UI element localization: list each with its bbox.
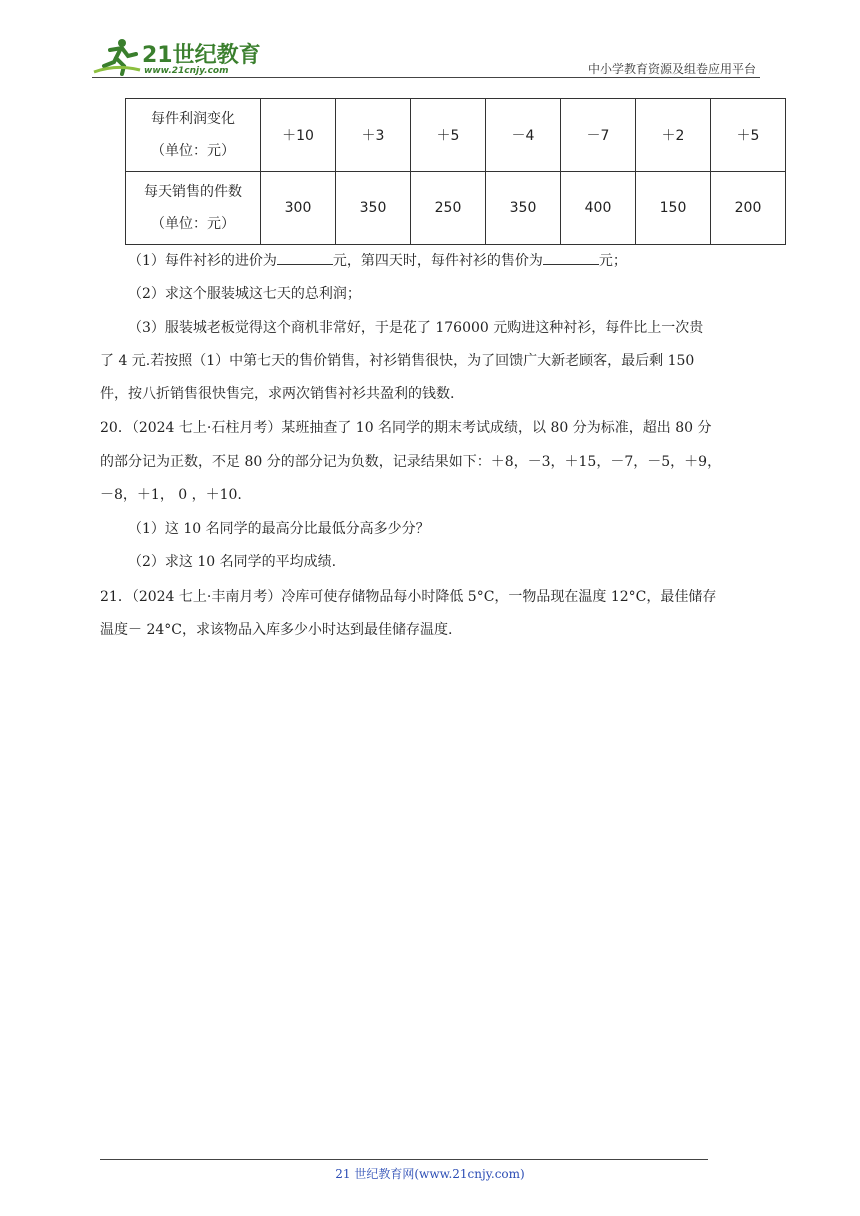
table-cell: 400 [561, 172, 636, 245]
profit-table [125, 98, 786, 245]
logo-url: www.21cnjy.com [144, 66, 229, 76]
q21-stem-line: 温度－ 24°C，求该物品入库多少小时达到最佳储存温度. [100, 622, 453, 638]
table-cell: ＋10 [261, 99, 336, 172]
table-cell: 350 [336, 172, 411, 245]
q19-part3-line: 件，按八折销售很快售完，求两次销售衬衫共盈利的钱数. [100, 386, 455, 402]
q20-stem-line: 20．（2024 七上·石柱月考）某班抽查了 10 名同学的期末考试成绩，以 80 分为标准，超出 80 分 [100, 420, 712, 436]
header-divider [92, 77, 760, 78]
table-cell: －7 [561, 99, 636, 172]
table-row [126, 172, 786, 245]
q20-part1: （1）这 10 名同学的最高分比最低分高多少分？ [128, 521, 430, 537]
table-cell: ＋5 [711, 99, 786, 172]
runner-logo-icon [92, 36, 142, 76]
page-header [92, 30, 760, 78]
table-cell: －4 [486, 99, 561, 172]
table-cell: ＋5 [411, 99, 486, 172]
header-platform-text: 中小学教育资源及组卷应用平台 [587, 62, 756, 76]
q19-part1 [128, 250, 627, 271]
table-row [126, 99, 786, 172]
row-label-line: 每件利润变化 [151, 111, 235, 127]
table-cell: 350 [486, 172, 561, 245]
row-label-unit: （单位：元） [151, 143, 235, 159]
table-cell: 200 [711, 172, 786, 245]
table-cell: 250 [411, 172, 486, 245]
logo-text: 21世纪教育 [142, 43, 261, 68]
q19-part3-line: （3）服装城老板觉得这个商机非常好，于是花了 176000 元购进这种衬衫，每件比上一次贵 [128, 320, 704, 336]
table-row-label [126, 172, 261, 245]
q19-part1-text-a: （1）每件衬衫的进价为 [128, 253, 277, 269]
footer-text: 21 世纪教育网(www.21cnjy.com) [335, 1167, 525, 1181]
answer-blank[interactable] [277, 250, 333, 265]
row-label-unit: （单位：元） [151, 216, 235, 232]
table-cell: ＋2 [636, 99, 711, 172]
q20-stem-line: 的部分记为正数，不足 80 分的部分记为负数，记录结果如下：＋8，－3，＋15，－7，－5，＋9， [100, 454, 722, 470]
q19-part1-text-b: 元，第四天时，每件衬衫的售价为 [332, 253, 543, 269]
row-label-line: 每天销售的件数 [144, 184, 242, 200]
q20-part2: （2）求这 10 名同学的平均成绩. [128, 554, 337, 570]
table-cell: ＋3 [336, 99, 411, 172]
q19-part1-text-c: 元； [598, 253, 627, 269]
answer-blank[interactable] [543, 250, 599, 265]
q20-stem-line: －8，＋1， 0 ，＋10. [100, 487, 242, 503]
q19-part2: （2）求这个服装城这七天的总利润； [128, 286, 361, 302]
logo [92, 36, 262, 76]
footer-divider [100, 1159, 708, 1160]
table-cell: 150 [636, 172, 711, 245]
table-row-label [126, 99, 261, 172]
table-cell: 300 [261, 172, 336, 245]
q19-part3-line: 了 4 元.若按照（1）中第七天的售价销售，衬衫销售很快，为了回馈广大新老顾客，最后剩 150 [100, 353, 695, 369]
q21-stem-line: 21．（2024 七上·丰南月考）冷库可使存储物品每小时降低 5°C，一物品现在温度 12°C，最佳储存 [100, 589, 717, 605]
